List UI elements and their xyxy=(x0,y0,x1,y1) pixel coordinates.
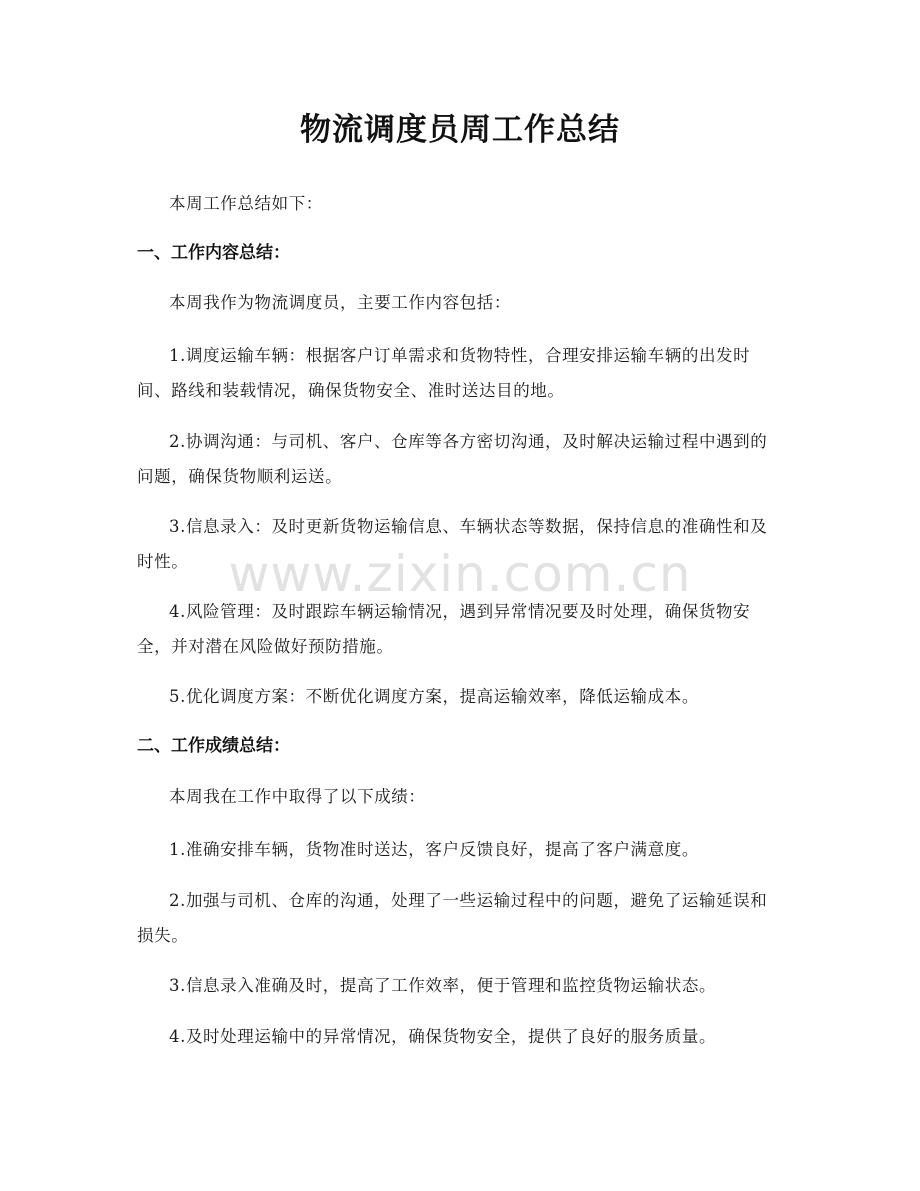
section2-item-4: 4.及时处理运输中的异常情况，确保货物安全，提供了良好的服务质量。 xyxy=(169,1027,717,1046)
page-title: 物流调度员周工作总结 xyxy=(300,112,620,148)
section1-item-2: 2.协调沟通：与司机、客户、仓库等各方密切沟通，及时解决运输过程中遇到的问题，确保货物顺利运送。 xyxy=(137,432,768,486)
section1-item-5: 5.优化调度方案：不断优化调度方案，提高运输效率，降低运输成本。 xyxy=(169,687,699,706)
section-heading-achievements: 二、工作成绩总结： xyxy=(137,736,290,756)
section1-lead: 本周我作为物流调度员，主要工作内容包括： xyxy=(169,293,511,312)
watermark: www.zixin.com.cn xyxy=(228,545,692,603)
section1-item-1: 1.调度运输车辆：根据客户订单需求和货物特性，合理安排运输车辆的出发时间、路线和装载情况，确保货物安全、准时送达目的地。 xyxy=(137,346,751,400)
section2-item-3: 3.信息录入准确及时，提高了工作效率，便于管理和监控货物运输状态。 xyxy=(169,976,717,995)
section2-lead: 本周我在工作中取得了以下成绩： xyxy=(169,787,426,806)
section1-item-4: 4.风险管理：及时跟踪车辆运输情况，遇到异常情况要及时处理，确保货物安全，并对潜在风险做好预防措施。 xyxy=(137,602,751,656)
section-heading-work-content: 一、工作内容总结： xyxy=(137,243,290,263)
section2-item-1: 1.准确安排车辆，货物准时送达，客户反馈良好，提高了客户满意度。 xyxy=(169,840,699,859)
section1-item-3: 3.信息录入：及时更新货物运输信息、车辆状态等数据，保持信息的准确性和及时性。 xyxy=(137,517,768,571)
intro-paragraph: 本周工作总结如下： xyxy=(169,194,323,213)
section2-item-2: 2.加强与司机、仓库的沟通，处理了一些运输过程中的问题，避免了运输延误和损失。 xyxy=(137,891,768,945)
